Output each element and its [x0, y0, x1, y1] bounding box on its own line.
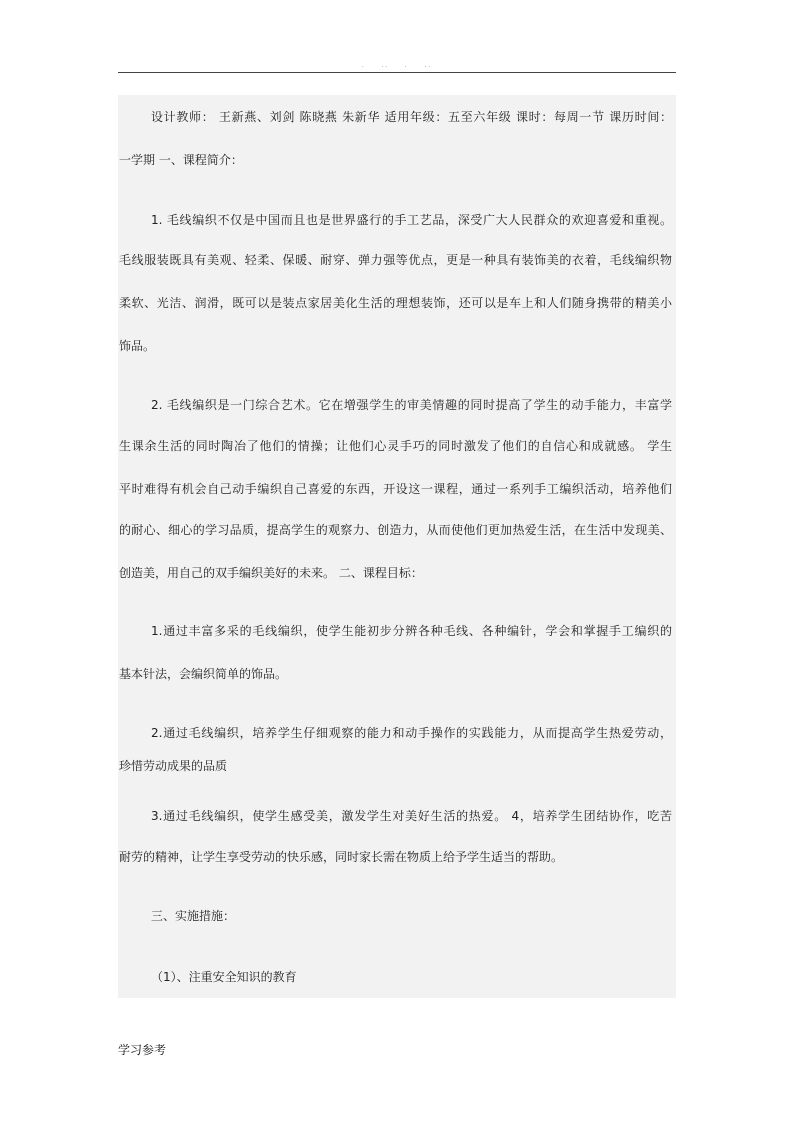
text-line-4: 毛线服装既具有美观、轻柔、保暖、耐穿、弹力强等优点，更是一种具有装饰美的衣着，毛线编织物	[119, 253, 672, 267]
text-line-15: 珍惜劳动成果的品质	[119, 759, 228, 773]
text-line-19: （1）、注重安全知识的教育	[151, 970, 297, 984]
footer-label: 学习参考	[118, 1043, 167, 1057]
header-dots: . .. . ..	[361, 62, 433, 69]
header-rule	[118, 72, 676, 73]
text-line-5: 柔软、光洁、润滑，既可以是装点家居美化生活的理想装饰，还可以是车上和人们随身携带的精美小	[119, 296, 672, 310]
text-line-2: 一学期 一、课程简介：	[119, 153, 243, 167]
text-line-1: 设计教师： 王新燕、刘剑 陈晓燕 朱新华 适用年级：五至六年级 课时：每周一节 课历时间：	[151, 110, 672, 124]
text-line-13: 基本针法，会编织简单的饰品。	[119, 667, 288, 681]
text-line-8: 生课余生活的同时陶冶了他们的情操；让他们心灵手巧的同时激发了他们的自信心和成就感。 学生	[119, 439, 672, 453]
text-line-10: 的耐心、细心的学习品质，提高学生的观察力、创造力，从而使他们更加热爱生活，在生活中发现美、	[119, 523, 672, 537]
section-heading-3: 三、实施措施：	[151, 909, 236, 923]
text-line-12: 1.通过丰富多采的毛线编织，使学生能初步分辨各种毛线、各种编针，学会和掌握手工编织的	[151, 624, 672, 638]
text-line-11: 创造美，用自己的双手编织美好的未来。 二、课程目标：	[119, 566, 423, 580]
text-line-16: 3.通过毛线编织，使学生感受美，激发学生对美好生活的热爱。 4，培养学生团结协作，吃苦	[151, 809, 672, 823]
text-line-7: 2. 毛线编织是一门综合艺术。它在增强学生的审美情趣的同时提高了学生的动手能力，丰富学	[151, 398, 672, 412]
text-line-9: 平时难得有机会自己动手编织自己喜爱的东西，开设这一课程，通过一系列手工编织活动，培养他们	[119, 482, 672, 496]
text-line-3: 1. 毛线编织不仅是中国而且也是世界盛行的手工艺品，深受广大人民群众的欢迎喜爱和重视。	[151, 213, 672, 227]
document-body	[118, 95, 676, 998]
text-line-14: 2.通过毛线编织，培养学生仔细观察的能力和动手操作的实践能力，从而提高学生热爱劳动，	[151, 726, 672, 740]
text-line-6: 饰品。	[119, 339, 156, 353]
text-line-17: 耐劳的精神，让学生享受劳动的快乐感，同时家长需在物质上给予学生适当的帮助。	[119, 850, 564, 864]
